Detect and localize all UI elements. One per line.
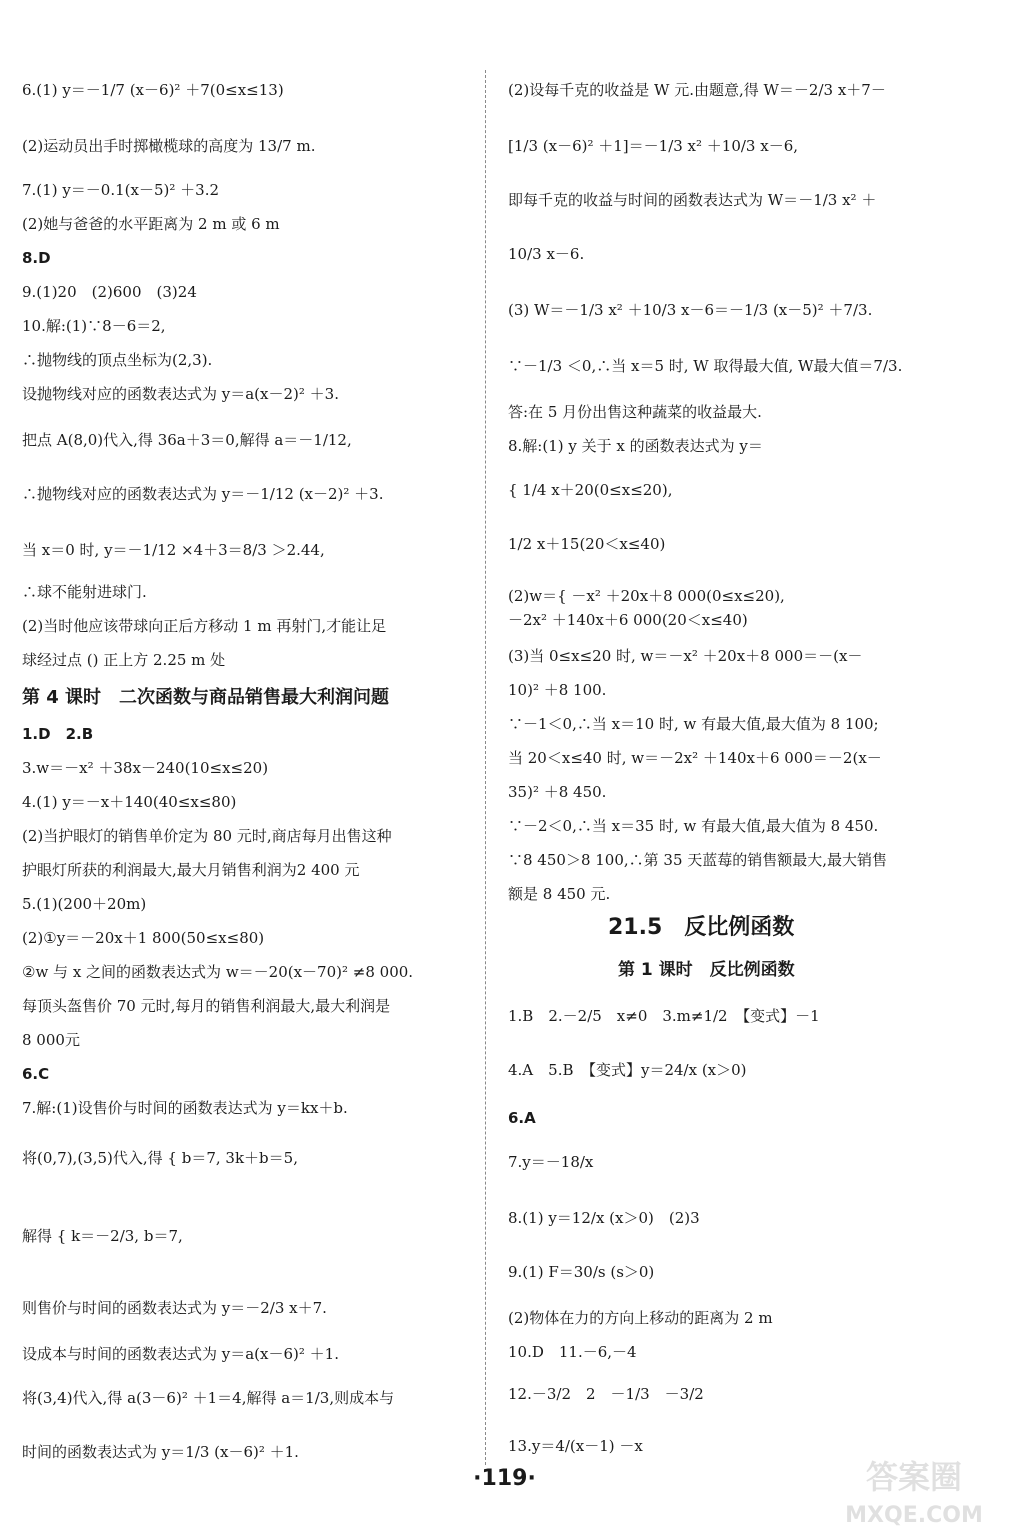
answer-line: 35)² ＋8 450. — [508, 783, 607, 801]
answer-line: 则售价与时间的函数表达式为 y＝－2/3 x＋7. — [22, 1299, 327, 1317]
answer-line: 1.B 2.－2/5 x≠0 3.m≠1/2 【变式】－1 — [508, 1007, 820, 1025]
column-divider — [485, 70, 486, 1465]
answer-line: 7.y＝－18/x — [508, 1153, 594, 1171]
answer-line: 解得 { k＝－2/3, b＝7, — [22, 1227, 183, 1245]
answer-line: ∵－1/3 ＜0,∴当 x＝5 时, W 取得最大值, W最大值＝7/3. — [508, 357, 903, 375]
answer-line: 6.(1) y＝－1/7 (x－6)² ＋7(0≤x≤13) — [22, 81, 284, 99]
answer-line: ②w 与 x 之间的函数表达式为 w＝－20(x－70)² ≠8 000. — [22, 963, 414, 981]
answer-line: 当 20＜x≤40 时, w＝－2x² ＋140x＋6 000＝－2(x－ — [508, 749, 882, 767]
answer-line: 把点 A(8,0)代入,得 36a＋3＝0,解得 a＝－1/12, — [22, 431, 352, 449]
answer-line: ∴球不能射进球门. — [22, 583, 147, 601]
answer-line: ∵8 450＞8 100,∴第 35 天蓝莓的销售额最大,最大销售 — [508, 851, 888, 869]
answer-line: －2x² ＋140x＋6 000(20＜x≤40) — [508, 611, 748, 629]
watermark-top: 答案圈 — [865, 1458, 963, 1496]
answer-line: (2)当时他应该带球向正后方移动 1 m 再射门,才能让足 — [22, 617, 387, 635]
answer-line: 10/3 x－6. — [508, 245, 585, 263]
answer-line: (3) W＝－1/3 x² ＋10/3 x－6＝－1/3 (x－5)² ＋7/3. — [508, 301, 873, 319]
answer-line: 8.解:(1) y 关于 x 的函数表达式为 y＝ — [508, 437, 763, 455]
answer-line: (2)当护眼灯的销售单价定为 80 元时,商店每月出售这种 — [22, 827, 392, 845]
answer-line: (2)w＝{ －x² ＋20x＋8 000(0≤x≤20), — [508, 587, 785, 605]
answer-line: [1/3 (x－6)² ＋1]＝－1/3 x² ＋10/3 x－6, — [508, 137, 799, 155]
section-heading: 21.5 反比例函数 — [608, 915, 795, 940]
lesson-heading: 第 4 课时 二次函数与商品销售最大利润问题 — [22, 687, 390, 708]
watermark-bottom: MXQE.COM — [845, 1503, 983, 1528]
answer-line: (2)设每千克的收益是 W 元.由题意,得 W＝－2/3 x＋7－ — [508, 81, 886, 99]
answer-line: 护眼灯所获的利润最大,最大月销售利润为2 400 元 — [22, 861, 360, 879]
page-number: ·119· — [473, 1466, 536, 1491]
answer-line: 6.A — [508, 1109, 536, 1127]
answer-line: 4.A 5.B 【变式】y＝24/x (x＞0) — [508, 1061, 747, 1079]
answer-line: 6.C — [22, 1065, 50, 1083]
answer-line: 将(0,7),(3,5)代入,得 { b＝7, 3k＋b＝5, — [22, 1149, 298, 1167]
answer-line: 将(3,4)代入,得 a(3－6)² ＋1＝4,解得 a＝1/3,则成本与 — [22, 1389, 395, 1407]
answer-line: 7.(1) y＝－0.1(x－5)² ＋3.2 — [22, 181, 219, 199]
answer-line: 8.D — [22, 249, 51, 267]
answer-line: 答:在 5 月份出售这种蔬菜的收益最大. — [508, 403, 762, 421]
answer-line: 1.D 2.B — [22, 725, 94, 743]
answer-line: 8.(1) y＝12/x (x＞0) (2)3 — [508, 1209, 700, 1227]
answer-line: 3.w＝－x² ＋38x－240(10≤x≤20) — [22, 759, 269, 777]
answer-line: ∴抛物线对应的函数表达式为 y＝－1/12 (x－2)² ＋3. — [22, 485, 384, 503]
answer-line: ∵－1＜0,∴当 x＝10 时, w 有最大值,最大值为 8 100; — [508, 715, 879, 733]
answer-line: ∵－2＜0,∴当 x＝35 时, w 有最大值,最大值为 8 450. — [508, 817, 879, 835]
answer-line: 9.(1) F＝30/s (s＞0) — [508, 1263, 655, 1281]
answer-line: 1/2 x＋15(20＜x≤40) — [508, 535, 666, 553]
answer-line: { 1/4 x＋20(0≤x≤20), — [508, 481, 673, 499]
answer-line: (2)她与爸爸的水平距离为 2 m 或 6 m — [22, 215, 280, 233]
answer-line: 10.D 11.－6,－4 — [508, 1343, 637, 1361]
answer-line: 设成本与时间的函数表达式为 y＝a(x－6)² ＋1. — [22, 1345, 339, 1363]
answer-line: ∴抛物线的顶点坐标为(2,3). — [22, 351, 213, 369]
answer-line: (2)物体在力的方向上移动的距离为 2 m — [508, 1309, 773, 1327]
answer-line: 球经过点 () 正上方 2.25 m 处 — [22, 651, 226, 669]
answer-line: 10)² ＋8 100. — [508, 681, 607, 699]
answer-line: 9.(1)20 (2)600 (3)24 — [22, 283, 197, 301]
answer-line: 8 000元 — [22, 1031, 80, 1049]
answer-line: (2)运动员出手时掷橄榄球的高度为 13/7 m. — [22, 137, 316, 155]
answer-line: 即每千克的收益与时间的函数表达式为 W＝－1/3 x² ＋ — [508, 191, 877, 209]
answer-line: 4.(1) y＝－x＋140(40≤x≤80) — [22, 793, 237, 811]
answer-line: 设抛物线对应的函数表达式为 y＝a(x－2)² ＋3. — [22, 385, 339, 403]
answer-line: 12.－3/2 2 －1/3 －3/2 — [508, 1385, 704, 1403]
answer-line: 时间的函数表达式为 y＝1/3 (x－6)² ＋1. — [22, 1443, 299, 1461]
answer-line: 当 x＝0 时, y＝－1/12 ×4＋3＝8/3 ＞2.44, — [22, 541, 325, 559]
answer-line: (2)①y＝－20x＋1 800(50≤x≤80) — [22, 929, 265, 947]
answer-line: 每顶头盔售价 70 元时,每月的销售利润最大,最大利润是 — [22, 997, 391, 1015]
answer-line: 额是 8 450 元. — [508, 885, 611, 903]
answer-line: 13.y＝4/(x－1) －x — [508, 1437, 643, 1455]
answer-line: 7.解:(1)设售价与时间的函数表达式为 y＝kx＋b. — [22, 1099, 348, 1117]
answer-line: 5.(1)(200＋20m) — [22, 895, 147, 913]
answer-line: 10.解:(1)∵8－6＝2, — [22, 317, 166, 335]
lesson-subheading: 第 1 课时 反比例函数 — [618, 960, 795, 980]
answer-line: (3)当 0≤x≤20 时, w＝－x² ＋20x＋8 000＝－(x－ — [508, 647, 863, 665]
watermark-logo — [829, 1450, 999, 1530]
